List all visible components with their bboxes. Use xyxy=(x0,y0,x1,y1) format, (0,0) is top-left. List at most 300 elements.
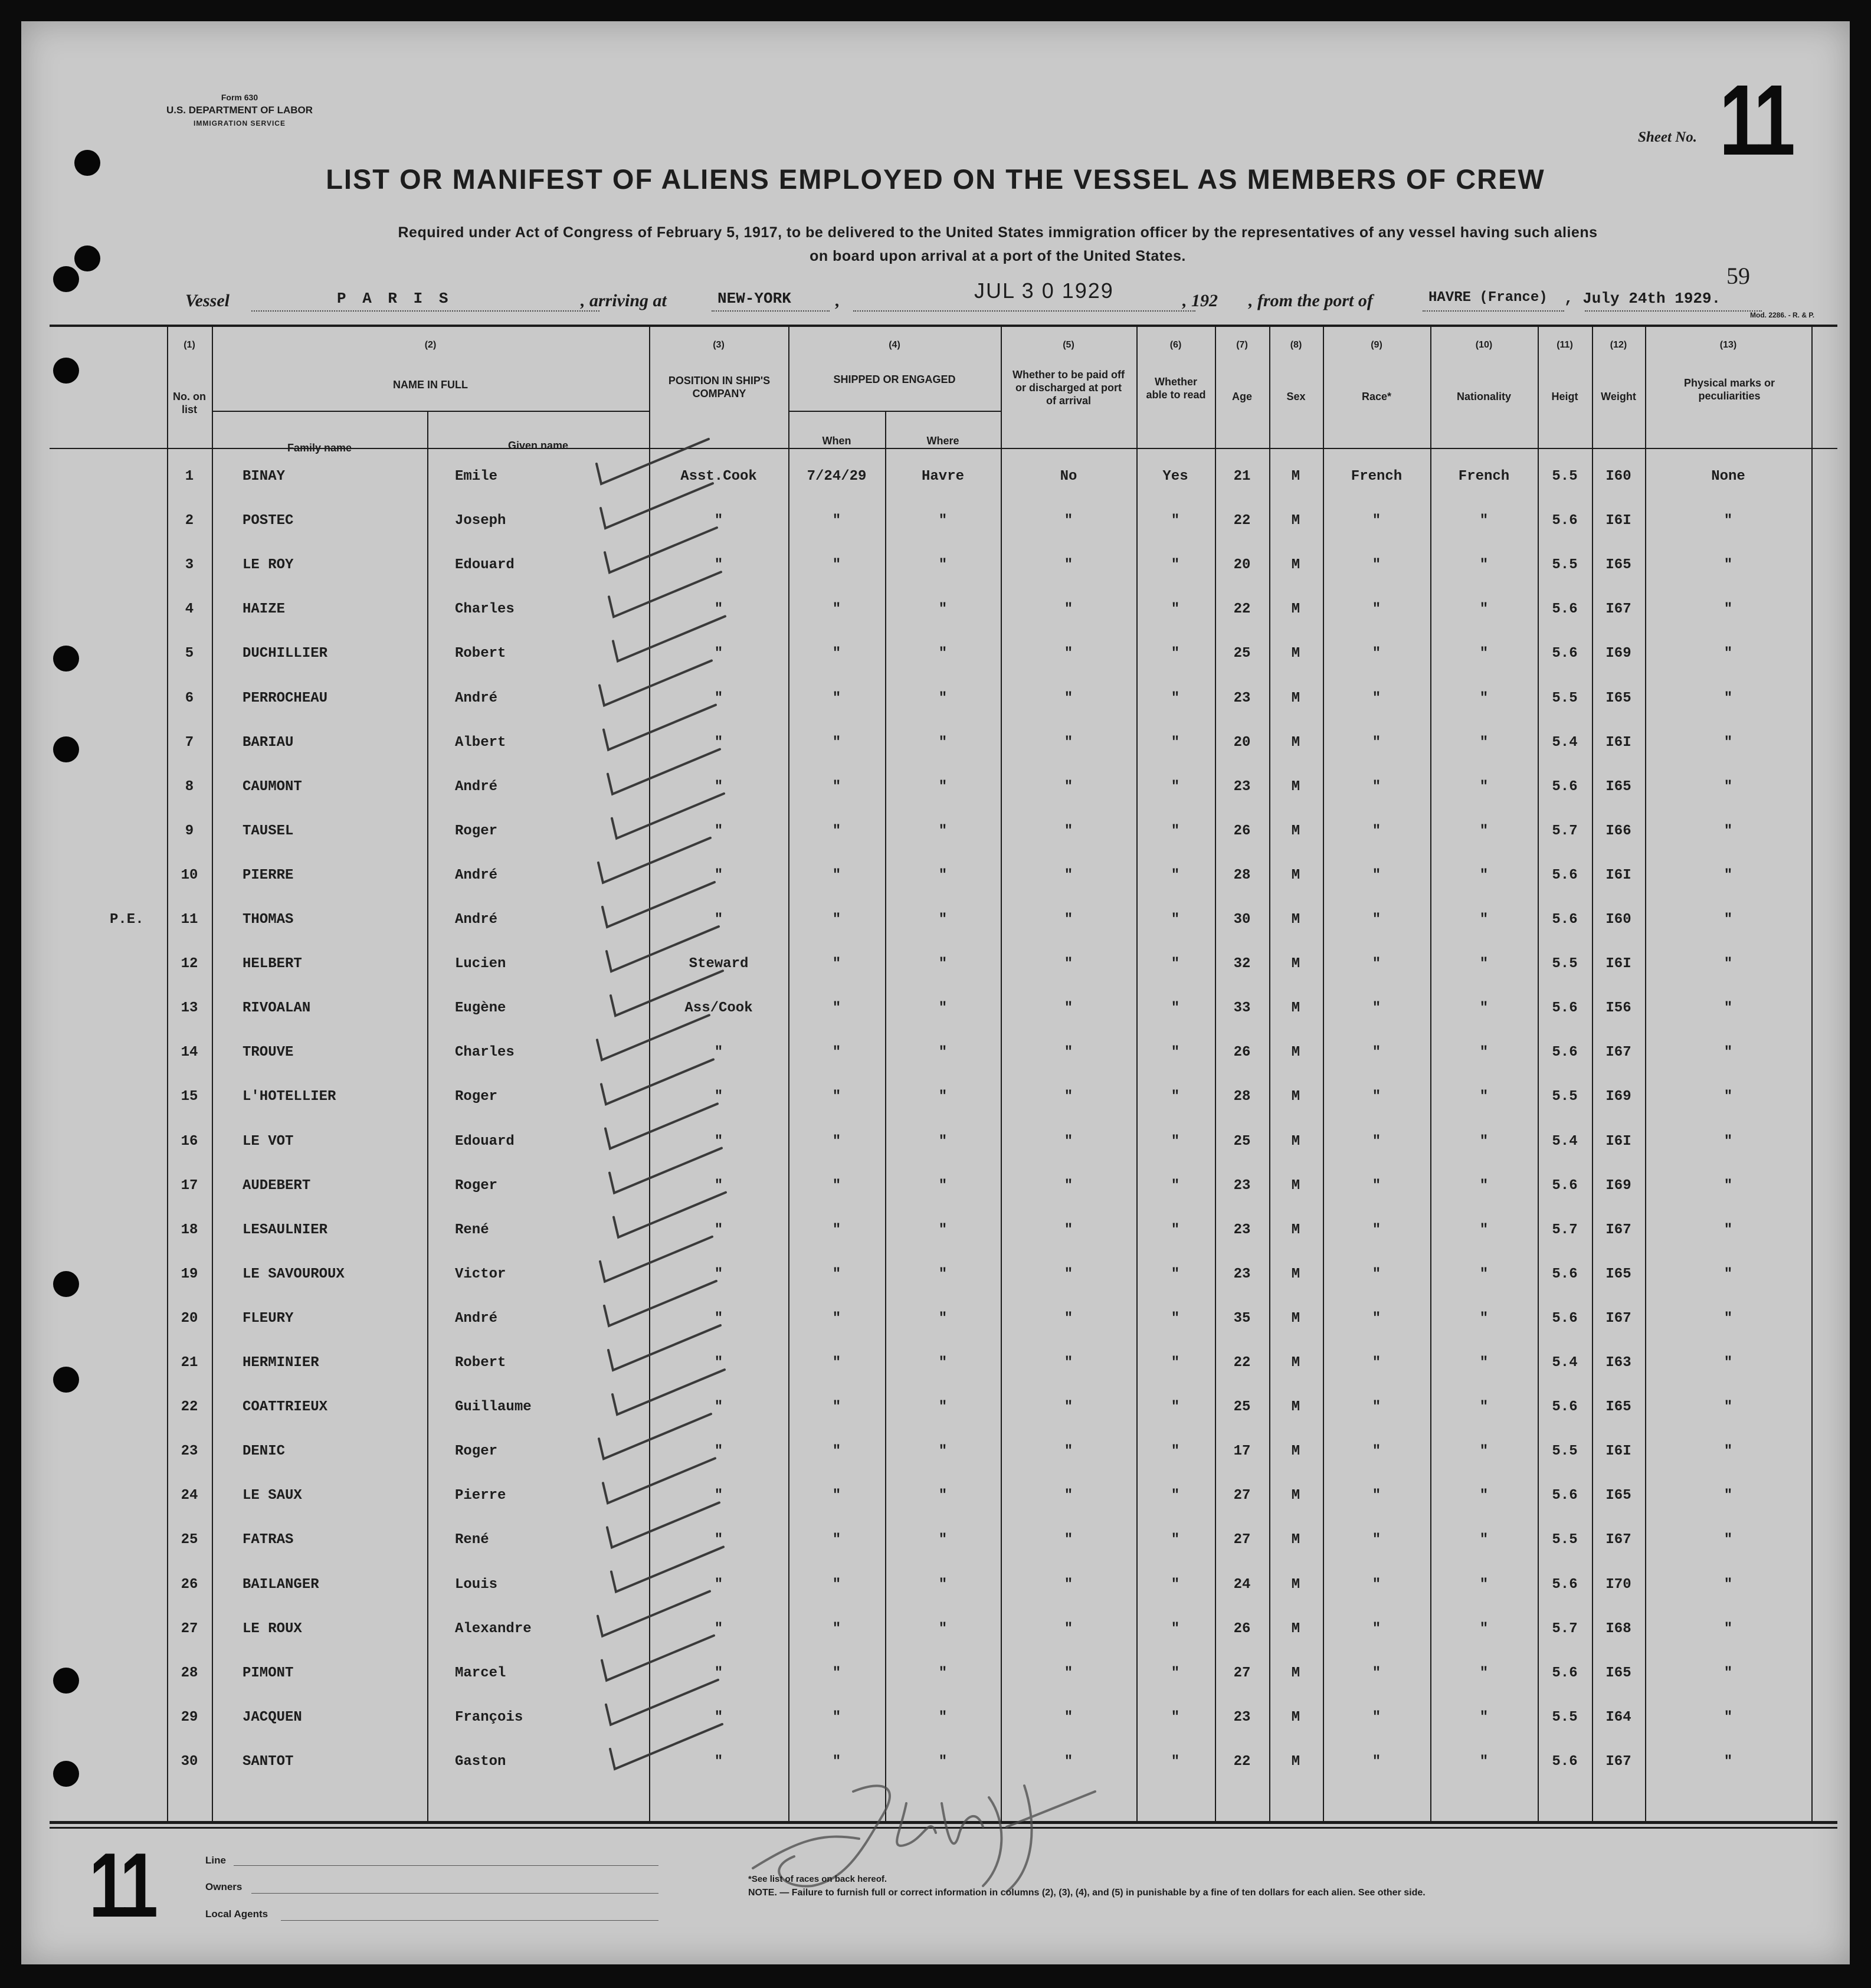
shipped-when: 7/24/29 xyxy=(807,469,867,484)
shipped-where: " xyxy=(938,557,948,574)
race: " xyxy=(1372,1620,1381,1637)
vessel-name: P A R I S xyxy=(337,290,452,307)
nationality: " xyxy=(1479,1089,1489,1105)
shipped-when: " xyxy=(832,778,841,795)
age: 28 xyxy=(1233,867,1251,883)
able-to-read: " xyxy=(1171,1488,1180,1504)
given-name: Edouard xyxy=(455,557,515,574)
checkmark xyxy=(608,749,720,794)
shipped-where: " xyxy=(938,601,948,618)
paid-off: " xyxy=(1064,1399,1073,1416)
family-name: POSTEC xyxy=(243,513,294,529)
arriving-label: , arriving at xyxy=(581,291,667,310)
age: 27 xyxy=(1233,1488,1251,1504)
paid-off: " xyxy=(1064,734,1073,751)
nationality: " xyxy=(1479,1665,1489,1681)
race: " xyxy=(1372,601,1381,618)
checkmark xyxy=(601,1059,713,1104)
physical-marks: " xyxy=(1723,1399,1733,1416)
header-age: Age xyxy=(1231,391,1252,402)
row-number: 7 xyxy=(185,734,194,751)
family-name: L'HOTELLIER xyxy=(243,1089,336,1105)
checkmark xyxy=(612,1370,725,1414)
shipped-where: " xyxy=(938,690,948,706)
race: " xyxy=(1372,1000,1381,1017)
able-to-read: " xyxy=(1171,823,1180,839)
race: " xyxy=(1372,690,1381,706)
owners-label: Owners xyxy=(205,1881,243,1892)
checkmark xyxy=(602,882,715,927)
sex: M xyxy=(1291,1177,1300,1194)
shipped-when: " xyxy=(832,1576,841,1593)
shipped-where: " xyxy=(938,734,948,751)
weight: I65 xyxy=(1605,1399,1631,1416)
paid-off: " xyxy=(1064,867,1073,883)
weight: I6I xyxy=(1605,734,1631,751)
weight: I70 xyxy=(1605,1576,1631,1593)
header-given-name: Given name xyxy=(507,440,569,451)
family-name: RIVOALAN xyxy=(243,1000,311,1017)
able-to-read: " xyxy=(1171,1266,1180,1282)
given-name: René xyxy=(455,1221,489,1238)
header-physical-marks: Physical marks or peculiarities xyxy=(1683,377,1775,402)
shipped-when: " xyxy=(832,1355,841,1371)
position: " xyxy=(714,1443,723,1460)
col-num: (12) xyxy=(1610,340,1627,350)
given-name: André xyxy=(455,1310,498,1327)
shipped-when: " xyxy=(832,1443,841,1460)
race: " xyxy=(1372,1177,1381,1194)
position: " xyxy=(714,1488,723,1504)
checkmark xyxy=(611,971,723,1016)
shipped-when: " xyxy=(832,1620,841,1637)
row-number: 22 xyxy=(181,1399,198,1416)
age: 26 xyxy=(1233,1620,1251,1637)
position: Asst.Cook xyxy=(680,469,757,484)
given-name: André xyxy=(455,867,498,883)
race: " xyxy=(1372,956,1381,972)
sex: M xyxy=(1291,778,1300,795)
family-name: BAILANGER xyxy=(243,1576,319,1593)
nationality: " xyxy=(1479,1177,1489,1194)
row-number: 11 xyxy=(181,912,198,928)
nationality: " xyxy=(1479,601,1489,618)
given-name: Lucien xyxy=(455,956,506,972)
paid-off: No xyxy=(1060,469,1077,484)
height: 5.5 xyxy=(1552,557,1578,574)
family-name: DUCHILLIER xyxy=(243,646,328,662)
weight: I65 xyxy=(1605,557,1631,574)
position: " xyxy=(714,690,723,706)
physical-marks: " xyxy=(1723,1709,1733,1725)
family-name: BARIAU xyxy=(243,734,294,751)
race: " xyxy=(1372,1044,1381,1061)
height: 5.6 xyxy=(1552,1665,1578,1681)
weight: I6I xyxy=(1605,513,1631,529)
weight: I67 xyxy=(1605,1221,1631,1238)
height: 5.6 xyxy=(1552,912,1578,928)
height: 5.7 xyxy=(1552,1221,1578,1238)
checkmark xyxy=(604,1281,716,1326)
given-name: René xyxy=(455,1532,489,1548)
able-to-read: " xyxy=(1171,1665,1180,1681)
shipped-where: " xyxy=(938,867,948,883)
family-name: HELBERT xyxy=(243,956,302,972)
weight: I69 xyxy=(1605,646,1631,662)
shipped-when: " xyxy=(832,956,841,972)
family-name: CAUMONT xyxy=(243,778,302,795)
nationality: French xyxy=(1458,469,1510,484)
able-to-read: " xyxy=(1171,646,1180,662)
shipped-when: " xyxy=(832,1488,841,1504)
race: " xyxy=(1372,1266,1381,1282)
height: 5.6 xyxy=(1552,1399,1578,1416)
row-number: 14 xyxy=(181,1044,198,1061)
paid-off: " xyxy=(1064,1532,1073,1548)
given-name: Louis xyxy=(455,1576,498,1593)
checkmark xyxy=(607,1502,719,1547)
shipped-where: " xyxy=(938,1000,948,1017)
family-name: AUDEBERT xyxy=(243,1177,311,1194)
row-number: 2 xyxy=(185,513,194,529)
col-num: (1) xyxy=(184,340,195,350)
age: 33 xyxy=(1233,1000,1251,1017)
row-number: 27 xyxy=(181,1620,198,1637)
position: " xyxy=(714,1221,723,1238)
shipped-where: " xyxy=(938,1709,948,1725)
nationality: " xyxy=(1479,1488,1489,1504)
age: 23 xyxy=(1233,690,1251,706)
nationality: " xyxy=(1479,1443,1489,1460)
weight: I65 xyxy=(1605,1665,1631,1681)
able-to-read: " xyxy=(1171,601,1180,618)
age: 23 xyxy=(1233,1709,1251,1725)
shipped-where: " xyxy=(938,1089,948,1105)
line-label: Line xyxy=(205,1855,226,1866)
nationality: " xyxy=(1479,1709,1489,1725)
given-name: Guillaume xyxy=(455,1399,532,1416)
physical-marks: " xyxy=(1723,690,1733,706)
physical-marks: " xyxy=(1723,1000,1733,1017)
checkmark xyxy=(598,838,710,883)
sex: M xyxy=(1291,1133,1300,1149)
sex: M xyxy=(1291,1709,1300,1725)
shipped-when: " xyxy=(832,646,841,662)
weight: I69 xyxy=(1605,1089,1631,1105)
checkmark xyxy=(599,1414,711,1459)
height: 5.7 xyxy=(1552,1620,1578,1637)
paid-off: " xyxy=(1064,1266,1073,1282)
checkmark xyxy=(604,705,716,750)
shipped-when: " xyxy=(832,690,841,706)
checkmark xyxy=(602,1636,714,1681)
page-title: LIST OR MANIFEST OF ALIENS EMPLOYED ON THE VESSEL AS MEMBERS OF CREW xyxy=(326,163,1545,195)
family-name: JACQUEN xyxy=(243,1709,302,1725)
position: " xyxy=(714,1089,723,1105)
height: 5.5 xyxy=(1552,1443,1578,1460)
header-paid-off: Whether to be paid off or discharged at port of arrival xyxy=(1012,369,1125,407)
age: 25 xyxy=(1233,1399,1251,1416)
shipped-where: " xyxy=(938,513,948,529)
able-to-read: " xyxy=(1171,912,1180,928)
given-name: Victor xyxy=(455,1266,506,1282)
physical-marks: " xyxy=(1723,1488,1733,1504)
header-sex: Sex xyxy=(1286,391,1306,402)
nationality: " xyxy=(1479,778,1489,795)
race: " xyxy=(1372,778,1381,795)
physical-marks: " xyxy=(1723,1133,1733,1149)
physical-marks: " xyxy=(1723,1532,1733,1548)
physical-marks: " xyxy=(1723,1620,1733,1637)
checkmark xyxy=(598,1591,710,1636)
paid-off: " xyxy=(1064,690,1073,706)
header-family-name: Family name xyxy=(287,442,352,454)
row-number: 12 xyxy=(181,956,198,972)
family-name: PIERRE xyxy=(243,867,294,883)
given-name: Robert xyxy=(455,646,506,662)
height: 5.6 xyxy=(1552,1576,1578,1593)
row-number: 19 xyxy=(181,1266,198,1282)
from-port: HAVRE (France) xyxy=(1428,290,1548,306)
position: " xyxy=(714,1753,723,1770)
nationality: " xyxy=(1479,1044,1489,1061)
physical-marks: " xyxy=(1723,1089,1733,1105)
physical-marks: " xyxy=(1723,1753,1733,1770)
race: " xyxy=(1372,1665,1381,1681)
shipped-when: " xyxy=(832,1310,841,1327)
position: " xyxy=(714,912,723,928)
race: " xyxy=(1372,513,1381,529)
header-shipped: SHIPPED OR ENGAGED xyxy=(833,374,956,385)
col-num: (5) xyxy=(1063,340,1074,350)
weight: I56 xyxy=(1605,1000,1631,1017)
able-to-read: " xyxy=(1171,1620,1180,1637)
col-num: (3) xyxy=(713,340,725,350)
shipped-when: " xyxy=(832,557,841,574)
shipped-when: " xyxy=(832,1044,841,1061)
weight: I6I xyxy=(1605,1443,1631,1460)
races-note: *See list of races on back hereof. xyxy=(748,1874,887,1884)
position: " xyxy=(714,1310,723,1327)
row-number: 23 xyxy=(181,1443,198,1460)
weight: I69 xyxy=(1605,1177,1631,1194)
row-number: 9 xyxy=(185,823,194,839)
row-number: 25 xyxy=(181,1532,198,1548)
form-number: Form 630 xyxy=(221,93,258,102)
paid-off: " xyxy=(1064,1753,1073,1770)
arrival-date-stamp: JUL 3 0 1929 xyxy=(974,279,1114,303)
family-name: LE VOT xyxy=(243,1133,294,1149)
col-num: (11) xyxy=(1557,340,1573,350)
bottom-sheet-number: 11 xyxy=(89,1834,155,1936)
given-name: François xyxy=(455,1709,523,1725)
sex: M xyxy=(1291,1089,1300,1105)
sex: M xyxy=(1291,1355,1300,1371)
able-to-read: " xyxy=(1171,1089,1180,1105)
penalty-note: NOTE. — Failure to furnish full or correct information in columns (2), (3), (4), and (5) in punishable by a fine of ten dollars for each alien. See other side. xyxy=(748,1888,1426,1898)
given-name: Robert xyxy=(455,1355,506,1371)
nationality: " xyxy=(1479,1310,1489,1327)
sex: M xyxy=(1291,1532,1300,1548)
height: 5.7 xyxy=(1552,823,1578,839)
given-name: Eugène xyxy=(455,1000,506,1017)
shipped-when: " xyxy=(832,1665,841,1681)
physical-marks: " xyxy=(1723,1310,1733,1327)
row-number: 15 xyxy=(181,1089,198,1105)
family-name: LE SAVOUROUX xyxy=(243,1266,345,1282)
sex: M xyxy=(1291,867,1300,883)
requirement-text: Required under Act of Congress of February 5, 1917, to be delivered to the United States immigration officer by the representatives of any vessel having such aliens on board upon arrival at a port of the United States. xyxy=(398,224,1598,264)
nationality: " xyxy=(1479,513,1489,529)
able-to-read: " xyxy=(1171,1443,1180,1460)
position: " xyxy=(714,1355,723,1371)
row-number: 28 xyxy=(181,1665,198,1681)
age: 23 xyxy=(1233,1177,1251,1194)
shipped-when: " xyxy=(832,1133,841,1149)
paid-off: " xyxy=(1064,1576,1073,1593)
shipped-where: " xyxy=(938,912,948,928)
given-name: Albert xyxy=(455,734,506,751)
shipped-where: " xyxy=(938,1266,948,1282)
checkmark xyxy=(605,1104,717,1149)
height: 5.6 xyxy=(1552,1310,1578,1327)
sex: M xyxy=(1291,1620,1300,1637)
checkmark xyxy=(600,1237,712,1282)
race: " xyxy=(1372,912,1381,928)
sex: M xyxy=(1291,734,1300,751)
paid-off: " xyxy=(1064,1310,1073,1327)
header-race: Race* xyxy=(1361,391,1392,402)
able-to-read: " xyxy=(1171,557,1180,574)
checkmark xyxy=(597,1015,709,1060)
given-name: Roger xyxy=(455,823,498,839)
able-to-read: " xyxy=(1171,1532,1180,1548)
nationality: " xyxy=(1479,646,1489,662)
height: 5.6 xyxy=(1552,646,1578,662)
height: 5.6 xyxy=(1552,1488,1578,1504)
given-name: Roger xyxy=(455,1443,498,1460)
sex: M xyxy=(1291,1044,1300,1061)
checkmark xyxy=(614,1193,726,1237)
shipped-where: " xyxy=(938,778,948,795)
physical-marks: " xyxy=(1723,867,1733,883)
row-number: 6 xyxy=(185,690,194,706)
row-number: 21 xyxy=(181,1355,198,1371)
header-position: POSITION IN SHIP'S COMPANY xyxy=(668,375,771,399)
given-name: André xyxy=(455,778,498,795)
shipped-where: " xyxy=(938,1488,948,1504)
row-note: P.E. xyxy=(110,912,144,928)
shipped-where: " xyxy=(938,1753,948,1770)
nationality: " xyxy=(1479,1576,1489,1593)
height: 5.6 xyxy=(1552,1753,1578,1770)
row-number: 29 xyxy=(181,1709,198,1725)
col-num: (9) xyxy=(1371,340,1382,350)
nationality: " xyxy=(1479,1753,1489,1770)
sex: M xyxy=(1291,1753,1300,1770)
header-height: Heigt xyxy=(1551,391,1578,402)
department-name: U.S. DEPARTMENT OF LABOR xyxy=(166,104,313,116)
position: " xyxy=(714,557,723,574)
age: 28 xyxy=(1233,1089,1251,1105)
col-num: (10) xyxy=(1475,340,1493,350)
position: " xyxy=(714,646,723,662)
able-to-read: " xyxy=(1171,956,1180,972)
checkmark xyxy=(599,661,712,706)
shipped-when: " xyxy=(832,1532,841,1548)
physical-marks: " xyxy=(1723,557,1733,574)
age: 23 xyxy=(1233,1266,1251,1282)
row-number: 1 xyxy=(185,469,194,484)
shipped-where: " xyxy=(938,1443,948,1460)
shipped-where: " xyxy=(938,1310,948,1327)
given-name: Joseph xyxy=(455,513,506,529)
weight: I67 xyxy=(1605,1532,1631,1548)
age: 22 xyxy=(1233,513,1251,529)
nationality: " xyxy=(1479,1532,1489,1548)
shipped-where: " xyxy=(938,1355,948,1371)
family-name: FLEURY xyxy=(243,1310,294,1327)
position: " xyxy=(714,1044,723,1061)
checkmark xyxy=(607,926,719,971)
position: " xyxy=(714,1399,723,1416)
family-name: DENIC xyxy=(243,1443,286,1460)
weight: I65 xyxy=(1605,690,1631,706)
position: " xyxy=(714,601,723,618)
shipped-where: " xyxy=(938,823,948,839)
vessel-label: Vessel xyxy=(185,291,230,310)
able-to-read: " xyxy=(1171,734,1180,751)
height: 5.5 xyxy=(1552,690,1578,706)
manifest-sheet xyxy=(21,21,1850,1964)
weight: I65 xyxy=(1605,1266,1631,1282)
position: " xyxy=(714,1709,723,1725)
weight: I66 xyxy=(1605,823,1631,839)
age: 32 xyxy=(1233,956,1251,972)
row-number: 13 xyxy=(181,1000,198,1017)
row-number: 18 xyxy=(181,1221,198,1238)
sex: M xyxy=(1291,646,1300,662)
sex: M xyxy=(1291,1488,1300,1504)
race: " xyxy=(1372,1488,1381,1504)
family-name: SANTOT xyxy=(243,1753,294,1770)
shipped-where: " xyxy=(938,956,948,972)
row-number: 26 xyxy=(181,1576,198,1593)
able-to-read: " xyxy=(1171,1177,1180,1194)
position: " xyxy=(714,1532,723,1548)
sex: M xyxy=(1291,1000,1300,1017)
family-name: PIMONT xyxy=(243,1665,294,1681)
nationality: " xyxy=(1479,1355,1489,1371)
physical-marks: " xyxy=(1723,1266,1733,1282)
physical-marks: " xyxy=(1723,956,1733,972)
given-name: Charles xyxy=(455,601,515,618)
checkmark xyxy=(603,1458,715,1503)
position: " xyxy=(714,1620,723,1637)
weight: I67 xyxy=(1605,1044,1631,1061)
able-to-read: " xyxy=(1171,1576,1180,1593)
height: 5.4 xyxy=(1552,734,1578,751)
sex: M xyxy=(1291,690,1300,706)
nationality: " xyxy=(1479,690,1489,706)
physical-marks: " xyxy=(1723,778,1733,795)
header-when: When xyxy=(822,435,851,447)
able-to-read: " xyxy=(1171,778,1180,795)
age: 20 xyxy=(1233,557,1251,574)
paid-off: " xyxy=(1064,1488,1073,1504)
sex: M xyxy=(1291,1310,1300,1327)
position: " xyxy=(714,1133,723,1149)
